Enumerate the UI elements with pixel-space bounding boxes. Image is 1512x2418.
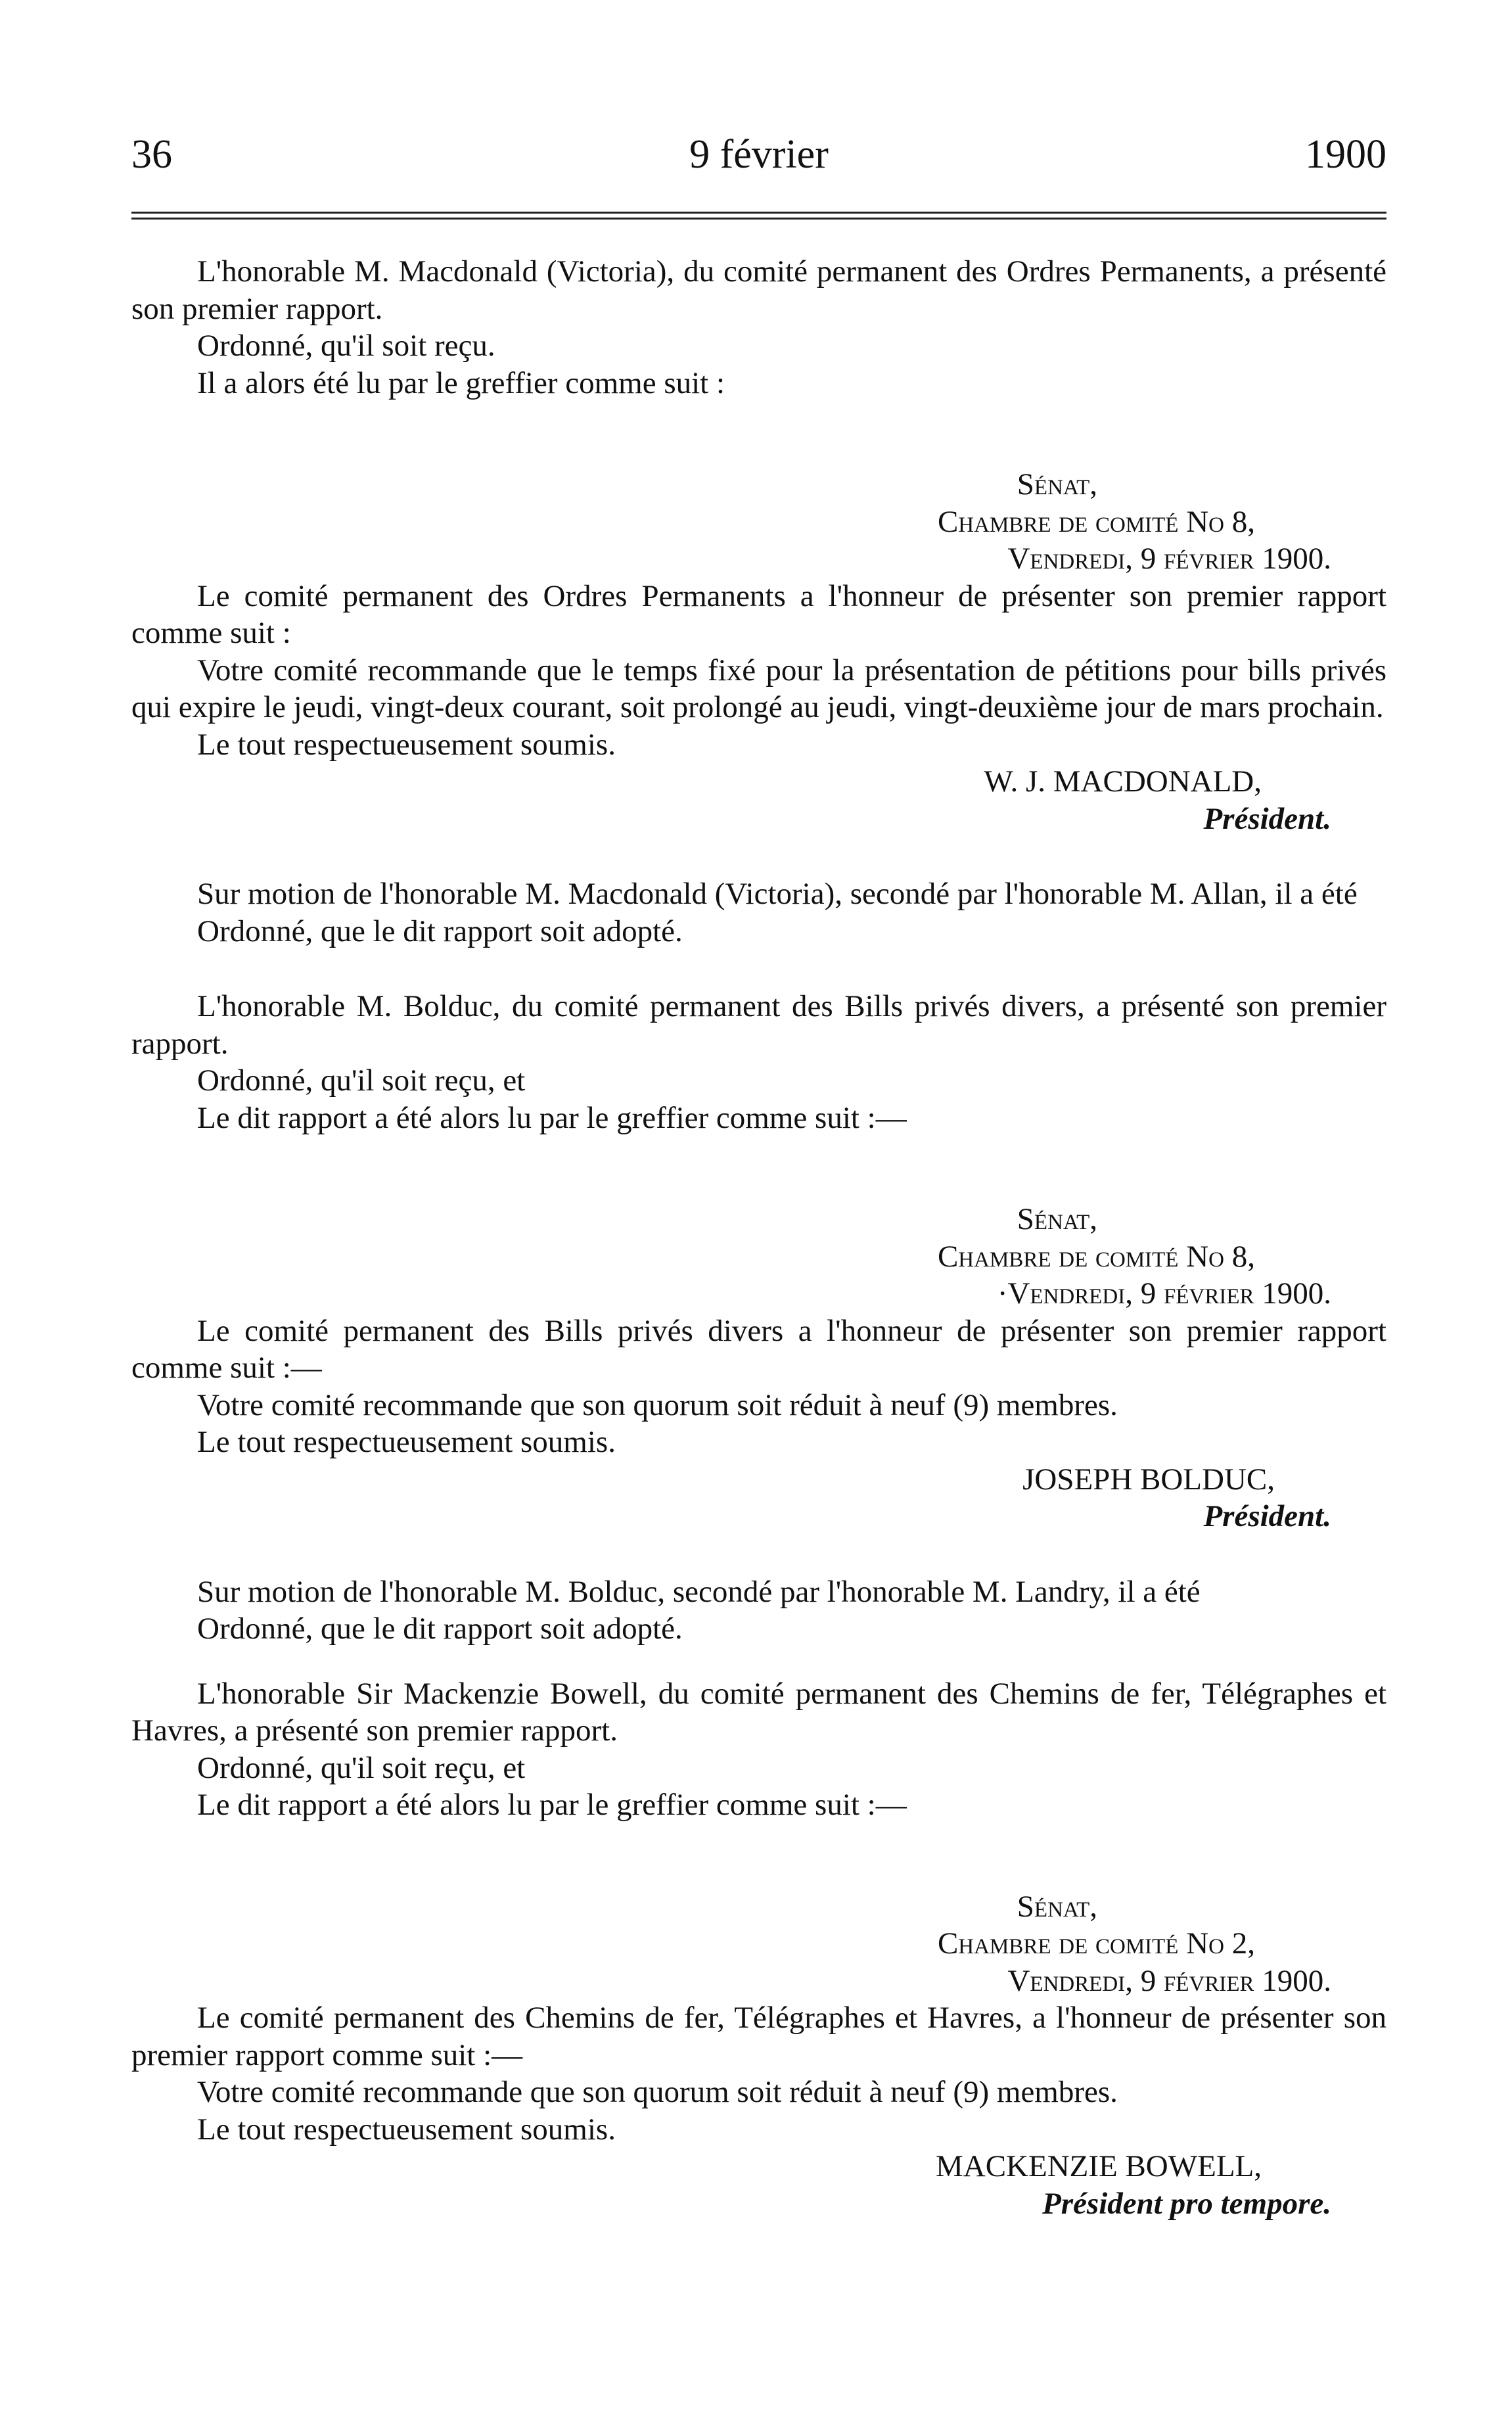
header-rule-bottom — [131, 218, 1386, 220]
paragraph-bolduc-report: L'honorable M. Bolduc, du comité permanent des Bills privés divers, a présenté son premier rapport. — [131, 989, 1386, 1061]
report-2-title: Président. — [1203, 1499, 1331, 1533]
paragraph-read-by-clerk-2: Le dit rapport a été alors lu par le greffier comme suit :— — [197, 1100, 907, 1135]
report-2-intro: Le comité permanent des Bills privés divers a l'honneur de présenter son premier rapport comme suit :— — [131, 1313, 1386, 1385]
paragraph-bowell-report: L'honorable Sir Mackenzie Bowell, du comité permanent des Chemins de fer, Télégraphes et Havres, a présenté son premier rapport. — [131, 1676, 1386, 1748]
report-3-senate: Sénat, — [1017, 1889, 1097, 1924]
report-2-signature: JOSEPH BOLDUC, — [1022, 1462, 1275, 1497]
header-rule-top — [131, 212, 1386, 214]
report-2-recommendation: Votre comité recommande que son quorum soit réduit à neuf (9) membres. — [197, 1387, 1118, 1422]
paragraph-ordered-received-2: Ordonné, qu'il soit reçu, et — [197, 1063, 526, 1098]
paragraph-macdonald-report: L'honorable M. Macdonald (Victoria), du comité permanent des Ordres Permanents, a présenté son premier rapport. — [131, 254, 1386, 326]
report-3-signature: MACKENZIE BOWELL, — [935, 2149, 1262, 2183]
motion-2-adopted: Ordonné, que le dit rapport soit adopté. — [197, 1612, 683, 1646]
page-year: 1900 — [1305, 132, 1386, 177]
report-3-title: Président pro tempore. — [1042, 2186, 1331, 2221]
report-1 — [131, 466, 1386, 837]
report-1-intro: Le comité permanent des Ordres Permanents a l'honneur de présenter son premier rapport comme suit : — [131, 578, 1386, 650]
report-3-date: Vendredi, 9 février 1900. — [1007, 1963, 1331, 1998]
report-1-title: Président. — [1203, 801, 1331, 836]
motion-1-adopted: Ordonné, que le dit rapport soit adopté. — [197, 914, 683, 948]
report-2-room: Chambre de comité No 8, — [937, 1239, 1255, 1274]
report-3-intro: Le comité permanent des Chemins de fer, Télégraphes et Havres, a l'honneur de présenter son premier rapport comme suit :— — [131, 2001, 1386, 2072]
report-3-closing: Le tout respectueusement soumis. — [197, 2112, 616, 2147]
paragraph-ordered-received-3: Ordonné, qu'il soit reçu, et — [197, 1750, 526, 1785]
report-1-closing: Le tout respectueusement soumis. — [197, 727, 616, 762]
report-2 — [131, 1201, 1386, 1535]
page-body — [131, 253, 1386, 2222]
report-1-senate: Sénat, — [1017, 467, 1097, 501]
paragraph-read-by-clerk-3: Le dit rapport a été alors lu par le greffier comme suit :— — [197, 1788, 907, 1822]
report-2-date: ·Vendredi, 9 février 1900. — [997, 1276, 1331, 1311]
paragraph-ordered-received: Ordonné, qu'il soit reçu. — [197, 329, 495, 363]
report-1-signature: W. J. MACDONALD, — [984, 764, 1262, 799]
motion-1: Sur motion de l'honorable M. Macdonald (Victoria), secondé par l'honorable M. Allan, il a été — [197, 877, 1358, 911]
report-2-closing: Le tout respectueusement soumis. — [197, 1425, 616, 1459]
report-1-date: Vendredi, 9 février 1900. — [1007, 542, 1331, 576]
report-2-senate: Sénat, — [1017, 1202, 1097, 1236]
report-3-recommendation: Votre comité recommande que son quorum soit réduit à neuf (9) membres. — [197, 2075, 1118, 2109]
page-date: 9 février — [689, 132, 829, 177]
motion-2: Sur motion de l'honorable M. Bolduc, secondé par l'honorable M. Landry, il a été — [197, 1574, 1201, 1609]
report-3-room: Chambre de comité No 2, — [937, 1926, 1255, 1961]
paragraph-read-by-clerk: Il a alors été lu par le greffier comme suit : — [197, 365, 725, 400]
page-header — [131, 125, 1386, 184]
report-1-recommendation: Votre comité recommande que le temps fixé pour la présentation de pétitions pour bills privés qui expire le jeudi, vingt-deux courant, soit prolongé au jeudi, vingt-deuxième jour de mars prochain. — [131, 653, 1386, 724]
page-number: 36 — [131, 132, 172, 177]
report-3 — [131, 1888, 1386, 2223]
report-1-room: Chambre de comité No 8, — [937, 504, 1255, 539]
